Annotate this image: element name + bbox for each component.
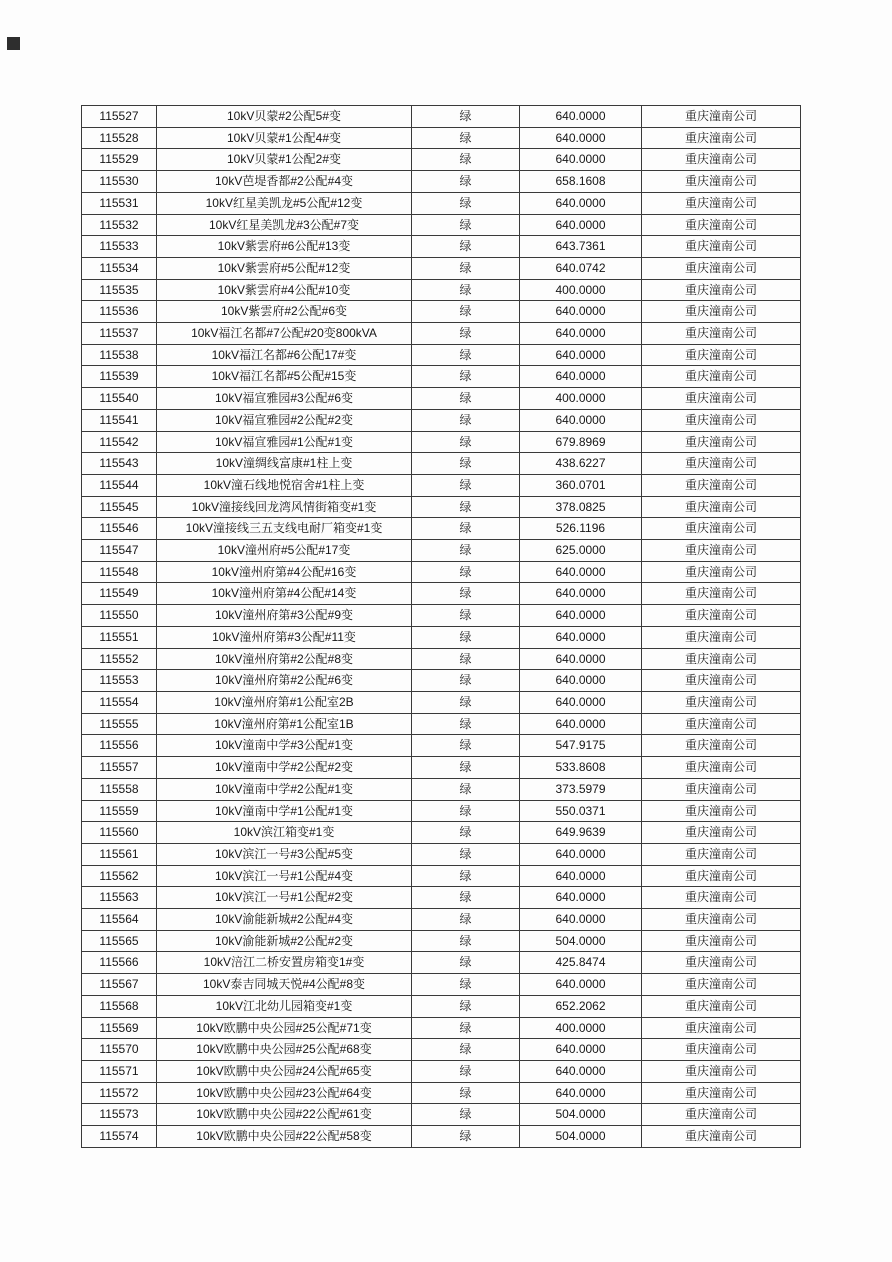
- table-row: [82, 344, 801, 366]
- company-cell: 重庆潼南公司: [642, 106, 801, 128]
- capacity-value-cell: 504.0000: [520, 1126, 642, 1148]
- table-row: [82, 106, 801, 128]
- device-name-cell: 10kV紫雲府#5公配#12变: [157, 257, 412, 279]
- table-row: [82, 540, 801, 562]
- company-cell: 重庆潼南公司: [642, 930, 801, 952]
- device-name-cell: 10kV福江名都#5公配#15变: [157, 366, 412, 388]
- capacity-value-cell: 640.0000: [520, 149, 642, 171]
- table-row: [82, 1104, 801, 1126]
- data-table-container: [81, 105, 801, 1148]
- status-cell: 绿: [412, 149, 520, 171]
- status-cell: 绿: [412, 648, 520, 670]
- company-cell: 重庆潼南公司: [642, 540, 801, 562]
- table-row: [82, 800, 801, 822]
- table-row: [82, 974, 801, 996]
- capacity-value-cell: 504.0000: [520, 1104, 642, 1126]
- table-body: [82, 106, 801, 1148]
- row-id-cell: 115553: [82, 670, 157, 692]
- capacity-value-cell: 640.0000: [520, 561, 642, 583]
- status-cell: 绿: [412, 778, 520, 800]
- row-id-cell: 115570: [82, 1039, 157, 1061]
- table-row: [82, 453, 801, 475]
- device-name-cell: 10kV潼州府第#2公配#6变: [157, 670, 412, 692]
- device-name-cell: 10kV潼州府第#4公配#14变: [157, 583, 412, 605]
- row-id-cell: 115528: [82, 127, 157, 149]
- company-cell: 重庆潼南公司: [642, 843, 801, 865]
- capacity-value-cell: 438.6227: [520, 453, 642, 475]
- device-name-cell: 10kV潼州府第#1公配室2B: [157, 691, 412, 713]
- company-cell: 重庆潼南公司: [642, 1039, 801, 1061]
- capacity-value-cell: 640.0742: [520, 257, 642, 279]
- status-cell: 绿: [412, 670, 520, 692]
- company-cell: 重庆潼南公司: [642, 474, 801, 496]
- table-row: [82, 822, 801, 844]
- row-id-cell: 115567: [82, 974, 157, 996]
- company-cell: 重庆潼南公司: [642, 149, 801, 171]
- device-name-cell: 10kV芭堤香都#2公配#4变: [157, 171, 412, 193]
- row-id-cell: 115538: [82, 344, 157, 366]
- capacity-value-cell: 640.0000: [520, 691, 642, 713]
- device-name-cell: 10kV滨江一号#1公配#2变: [157, 887, 412, 909]
- capacity-value-cell: 640.0000: [520, 648, 642, 670]
- company-cell: 重庆潼南公司: [642, 822, 801, 844]
- table-row: [82, 236, 801, 258]
- company-cell: 重庆潼南公司: [642, 279, 801, 301]
- company-cell: 重庆潼南公司: [642, 214, 801, 236]
- table-row: [82, 995, 801, 1017]
- capacity-value-cell: 550.0371: [520, 800, 642, 822]
- device-name-cell: 10kV福江名都#7公配#20变800kVA: [157, 323, 412, 345]
- capacity-value-cell: 640.0000: [520, 106, 642, 128]
- row-id-cell: 115557: [82, 757, 157, 779]
- table-row: [82, 648, 801, 670]
- device-name-cell: 10kV紫雲府#6公配#13变: [157, 236, 412, 258]
- device-name-cell: 10kV潼接线三五支线电耐厂箱变#1变: [157, 518, 412, 540]
- company-cell: 重庆潼南公司: [642, 344, 801, 366]
- corner-artifact: [7, 37, 20, 50]
- capacity-value-cell: 640.0000: [520, 843, 642, 865]
- row-id-cell: 115548: [82, 561, 157, 583]
- row-id-cell: 115560: [82, 822, 157, 844]
- row-id-cell: 115561: [82, 843, 157, 865]
- status-cell: 绿: [412, 1039, 520, 1061]
- device-name-cell: 10kV红星美凯龙#5公配#12变: [157, 192, 412, 214]
- table-row: [82, 952, 801, 974]
- status-cell: 绿: [412, 561, 520, 583]
- status-cell: 绿: [412, 453, 520, 475]
- capacity-value-cell: 640.0000: [520, 670, 642, 692]
- device-name-cell: 10kV渝能新城#2公配#4变: [157, 909, 412, 931]
- capacity-value-cell: 640.0000: [520, 409, 642, 431]
- row-id-cell: 115532: [82, 214, 157, 236]
- capacity-value-cell: 425.8474: [520, 952, 642, 974]
- company-cell: 重庆潼南公司: [642, 1060, 801, 1082]
- capacity-value-cell: 400.0000: [520, 1017, 642, 1039]
- table-row: [82, 713, 801, 735]
- status-cell: 绿: [412, 1060, 520, 1082]
- device-name-cell: 10kV福宣雅园#2公配#2变: [157, 409, 412, 431]
- table-row: [82, 518, 801, 540]
- data-table: [81, 105, 801, 1148]
- status-cell: 绿: [412, 1104, 520, 1126]
- capacity-value-cell: 640.0000: [520, 301, 642, 323]
- device-name-cell: 10kV贝蒙#2公配5#变: [157, 106, 412, 128]
- company-cell: 重庆潼南公司: [642, 1104, 801, 1126]
- table-row: [82, 691, 801, 713]
- table-row: [82, 757, 801, 779]
- row-id-cell: 115566: [82, 952, 157, 974]
- row-id-cell: 115564: [82, 909, 157, 931]
- table-row: [82, 670, 801, 692]
- company-cell: 重庆潼南公司: [642, 431, 801, 453]
- capacity-value-cell: 378.0825: [520, 496, 642, 518]
- row-id-cell: 115539: [82, 366, 157, 388]
- device-name-cell: 10kV紫雲府#2公配#6变: [157, 301, 412, 323]
- company-cell: 重庆潼南公司: [642, 626, 801, 648]
- status-cell: 绿: [412, 127, 520, 149]
- capacity-value-cell: 640.0000: [520, 583, 642, 605]
- status-cell: 绿: [412, 605, 520, 627]
- device-name-cell: 10kV福宣雅园#1公配#1变: [157, 431, 412, 453]
- row-id-cell: 115547: [82, 540, 157, 562]
- device-name-cell: 10kV欧鹏中央公园#22公配#61变: [157, 1104, 412, 1126]
- company-cell: 重庆潼南公司: [642, 518, 801, 540]
- status-cell: 绿: [412, 1126, 520, 1148]
- status-cell: 绿: [412, 952, 520, 974]
- capacity-value-cell: 658.1608: [520, 171, 642, 193]
- capacity-value-cell: 400.0000: [520, 388, 642, 410]
- row-id-cell: 115541: [82, 409, 157, 431]
- table-row: [82, 887, 801, 909]
- company-cell: 重庆潼南公司: [642, 236, 801, 258]
- table-row: [82, 366, 801, 388]
- capacity-value-cell: 400.0000: [520, 279, 642, 301]
- row-id-cell: 115545: [82, 496, 157, 518]
- device-name-cell: 10kV潼石线地悦宿舍#1柱上变: [157, 474, 412, 496]
- row-id-cell: 115543: [82, 453, 157, 475]
- company-cell: 重庆潼南公司: [642, 735, 801, 757]
- status-cell: 绿: [412, 323, 520, 345]
- company-cell: 重庆潼南公司: [642, 453, 801, 475]
- device-name-cell: 10kV潼州府第#2公配#8变: [157, 648, 412, 670]
- table-row: [82, 171, 801, 193]
- device-name-cell: 10kV江北幼儿园箱变#1变: [157, 995, 412, 1017]
- table-row: [82, 583, 801, 605]
- status-cell: 绿: [412, 1082, 520, 1104]
- row-id-cell: 115542: [82, 431, 157, 453]
- row-id-cell: 115534: [82, 257, 157, 279]
- table-row: [82, 192, 801, 214]
- capacity-value-cell: 373.5979: [520, 778, 642, 800]
- company-cell: 重庆潼南公司: [642, 778, 801, 800]
- table-row: [82, 1017, 801, 1039]
- company-cell: 重庆潼南公司: [642, 257, 801, 279]
- status-cell: 绿: [412, 735, 520, 757]
- row-id-cell: 115544: [82, 474, 157, 496]
- capacity-value-cell: 640.0000: [520, 605, 642, 627]
- status-cell: 绿: [412, 236, 520, 258]
- table-row: [82, 843, 801, 865]
- status-cell: 绿: [412, 279, 520, 301]
- device-name-cell: 10kV潼南中学#2公配#1变: [157, 778, 412, 800]
- status-cell: 绿: [412, 366, 520, 388]
- status-cell: 绿: [412, 474, 520, 496]
- status-cell: 绿: [412, 691, 520, 713]
- row-id-cell: 115540: [82, 388, 157, 410]
- device-name-cell: 10kV潼南中学#3公配#1变: [157, 735, 412, 757]
- capacity-value-cell: 640.0000: [520, 865, 642, 887]
- company-cell: 重庆潼南公司: [642, 1082, 801, 1104]
- status-cell: 绿: [412, 843, 520, 865]
- status-cell: 绿: [412, 301, 520, 323]
- row-id-cell: 115535: [82, 279, 157, 301]
- status-cell: 绿: [412, 887, 520, 909]
- device-name-cell: 10kV潼州府第#4公配#16变: [157, 561, 412, 583]
- capacity-value-cell: 533.8608: [520, 757, 642, 779]
- company-cell: 重庆潼南公司: [642, 561, 801, 583]
- device-name-cell: 10kV潼绸线富康#1柱上变: [157, 453, 412, 475]
- table-row: [82, 474, 801, 496]
- company-cell: 重庆潼南公司: [642, 301, 801, 323]
- capacity-value-cell: 643.7361: [520, 236, 642, 258]
- table-row: [82, 930, 801, 952]
- capacity-value-cell: 640.0000: [520, 887, 642, 909]
- row-id-cell: 115536: [82, 301, 157, 323]
- company-cell: 重庆潼南公司: [642, 1126, 801, 1148]
- table-row: [82, 149, 801, 171]
- row-id-cell: 115530: [82, 171, 157, 193]
- row-id-cell: 115563: [82, 887, 157, 909]
- table-row: [82, 323, 801, 345]
- company-cell: 重庆潼南公司: [642, 995, 801, 1017]
- capacity-value-cell: 652.2062: [520, 995, 642, 1017]
- capacity-value-cell: 360.0701: [520, 474, 642, 496]
- capacity-value-cell: 640.0000: [520, 344, 642, 366]
- table-row: [82, 409, 801, 431]
- company-cell: 重庆潼南公司: [642, 952, 801, 974]
- device-name-cell: 10kV潼州府第#1公配室1B: [157, 713, 412, 735]
- status-cell: 绿: [412, 583, 520, 605]
- row-id-cell: 115565: [82, 930, 157, 952]
- capacity-value-cell: 625.0000: [520, 540, 642, 562]
- company-cell: 重庆潼南公司: [642, 865, 801, 887]
- table-row: [82, 735, 801, 757]
- row-id-cell: 115533: [82, 236, 157, 258]
- company-cell: 重庆潼南公司: [642, 648, 801, 670]
- status-cell: 绿: [412, 192, 520, 214]
- capacity-value-cell: 640.0000: [520, 626, 642, 648]
- status-cell: 绿: [412, 214, 520, 236]
- device-name-cell: 10kV潼州府第#3公配#11变: [157, 626, 412, 648]
- row-id-cell: 115555: [82, 713, 157, 735]
- device-name-cell: 10kV贝蒙#1公配2#变: [157, 149, 412, 171]
- table-row: [82, 496, 801, 518]
- capacity-value-cell: 640.0000: [520, 1060, 642, 1082]
- device-name-cell: 10kV潼南中学#1公配#1变: [157, 800, 412, 822]
- table-row: [82, 1082, 801, 1104]
- row-id-cell: 115572: [82, 1082, 157, 1104]
- capacity-value-cell: 679.8969: [520, 431, 642, 453]
- capacity-value-cell: 640.0000: [520, 366, 642, 388]
- company-cell: 重庆潼南公司: [642, 887, 801, 909]
- row-id-cell: 115552: [82, 648, 157, 670]
- company-cell: 重庆潼南公司: [642, 909, 801, 931]
- status-cell: 绿: [412, 518, 520, 540]
- company-cell: 重庆潼南公司: [642, 691, 801, 713]
- capacity-value-cell: 640.0000: [520, 192, 642, 214]
- table-row: [82, 561, 801, 583]
- table-row: [82, 865, 801, 887]
- device-name-cell: 10kV潼州府第#3公配#9变: [157, 605, 412, 627]
- capacity-value-cell: 640.0000: [520, 127, 642, 149]
- device-name-cell: 10kV欧鹏中央公园#25公配#71变: [157, 1017, 412, 1039]
- company-cell: 重庆潼南公司: [642, 605, 801, 627]
- device-name-cell: 10kV欧鹏中央公园#25公配#68变: [157, 1039, 412, 1061]
- device-name-cell: 10kV滨江一号#1公配#4变: [157, 865, 412, 887]
- row-id-cell: 115531: [82, 192, 157, 214]
- status-cell: 绿: [412, 171, 520, 193]
- status-cell: 绿: [412, 388, 520, 410]
- status-cell: 绿: [412, 995, 520, 1017]
- table-row: [82, 127, 801, 149]
- status-cell: 绿: [412, 431, 520, 453]
- device-name-cell: 10kV红星美凯龙#3公配#7变: [157, 214, 412, 236]
- status-cell: 绿: [412, 344, 520, 366]
- capacity-value-cell: 649.9639: [520, 822, 642, 844]
- device-name-cell: 10kV潼接线回龙湾风情街箱变#1变: [157, 496, 412, 518]
- row-id-cell: 115569: [82, 1017, 157, 1039]
- table-row: [82, 626, 801, 648]
- company-cell: 重庆潼南公司: [642, 171, 801, 193]
- capacity-value-cell: 640.0000: [520, 214, 642, 236]
- table-row: [82, 605, 801, 627]
- status-cell: 绿: [412, 540, 520, 562]
- company-cell: 重庆潼南公司: [642, 583, 801, 605]
- table-row: [82, 431, 801, 453]
- row-id-cell: 115568: [82, 995, 157, 1017]
- row-id-cell: 115571: [82, 1060, 157, 1082]
- company-cell: 重庆潼南公司: [642, 323, 801, 345]
- company-cell: 重庆潼南公司: [642, 388, 801, 410]
- device-name-cell: 10kV紫雲府#4公配#10变: [157, 279, 412, 301]
- company-cell: 重庆潼南公司: [642, 496, 801, 518]
- capacity-value-cell: 640.0000: [520, 323, 642, 345]
- device-name-cell: 10kV渝能新城#2公配#2变: [157, 930, 412, 952]
- capacity-value-cell: 640.0000: [520, 713, 642, 735]
- capacity-value-cell: 640.0000: [520, 1082, 642, 1104]
- device-name-cell: 10kV涪江二桥安置房箱变1#变: [157, 952, 412, 974]
- device-name-cell: 10kV贝蒙#1公配4#变: [157, 127, 412, 149]
- device-name-cell: 10kV滨江一号#3公配#5变: [157, 843, 412, 865]
- status-cell: 绿: [412, 409, 520, 431]
- row-id-cell: 115550: [82, 605, 157, 627]
- capacity-value-cell: 640.0000: [520, 974, 642, 996]
- status-cell: 绿: [412, 974, 520, 996]
- status-cell: 绿: [412, 757, 520, 779]
- company-cell: 重庆潼南公司: [642, 192, 801, 214]
- status-cell: 绿: [412, 822, 520, 844]
- company-cell: 重庆潼南公司: [642, 713, 801, 735]
- table-row: [82, 279, 801, 301]
- table-row: [82, 388, 801, 410]
- row-id-cell: 115527: [82, 106, 157, 128]
- capacity-value-cell: 640.0000: [520, 1039, 642, 1061]
- status-cell: 绿: [412, 1017, 520, 1039]
- capacity-value-cell: 526.1196: [520, 518, 642, 540]
- device-name-cell: 10kV欧鹏中央公园#24公配#65变: [157, 1060, 412, 1082]
- row-id-cell: 115574: [82, 1126, 157, 1148]
- device-name-cell: 10kV潼州府#5公配#17变: [157, 540, 412, 562]
- device-name-cell: 10kV欧鹏中央公园#22公配#58变: [157, 1126, 412, 1148]
- status-cell: 绿: [412, 713, 520, 735]
- row-id-cell: 115573: [82, 1104, 157, 1126]
- company-cell: 重庆潼南公司: [642, 409, 801, 431]
- device-name-cell: 10kV福江名都#6公配17#变: [157, 344, 412, 366]
- table-row: [82, 1039, 801, 1061]
- row-id-cell: 115549: [82, 583, 157, 605]
- row-id-cell: 115558: [82, 778, 157, 800]
- table-row: [82, 909, 801, 931]
- table-row: [82, 257, 801, 279]
- row-id-cell: 115562: [82, 865, 157, 887]
- status-cell: 绿: [412, 106, 520, 128]
- status-cell: 绿: [412, 496, 520, 518]
- row-id-cell: 115529: [82, 149, 157, 171]
- device-name-cell: 10kV滨江箱变#1变: [157, 822, 412, 844]
- table-row: [82, 778, 801, 800]
- row-id-cell: 115559: [82, 800, 157, 822]
- capacity-value-cell: 640.0000: [520, 909, 642, 931]
- company-cell: 重庆潼南公司: [642, 974, 801, 996]
- row-id-cell: 115551: [82, 626, 157, 648]
- capacity-value-cell: 504.0000: [520, 930, 642, 952]
- company-cell: 重庆潼南公司: [642, 366, 801, 388]
- company-cell: 重庆潼南公司: [642, 1017, 801, 1039]
- device-name-cell: 10kV欧鹏中央公园#23公配#64变: [157, 1082, 412, 1104]
- device-name-cell: 10kV福宣雅园#3公配#6变: [157, 388, 412, 410]
- status-cell: 绿: [412, 909, 520, 931]
- device-name-cell: 10kV潼南中学#2公配#2变: [157, 757, 412, 779]
- capacity-value-cell: 547.9175: [520, 735, 642, 757]
- device-name-cell: 10kV泰吉同城天悦#4公配#8变: [157, 974, 412, 996]
- table-row: [82, 214, 801, 236]
- status-cell: 绿: [412, 626, 520, 648]
- status-cell: 绿: [412, 257, 520, 279]
- company-cell: 重庆潼南公司: [642, 800, 801, 822]
- status-cell: 绿: [412, 930, 520, 952]
- company-cell: 重庆潼南公司: [642, 670, 801, 692]
- row-id-cell: 115556: [82, 735, 157, 757]
- status-cell: 绿: [412, 865, 520, 887]
- company-cell: 重庆潼南公司: [642, 127, 801, 149]
- row-id-cell: 115554: [82, 691, 157, 713]
- row-id-cell: 115546: [82, 518, 157, 540]
- status-cell: 绿: [412, 800, 520, 822]
- row-id-cell: 115537: [82, 323, 157, 345]
- company-cell: 重庆潼南公司: [642, 757, 801, 779]
- table-row: [82, 1126, 801, 1148]
- table-row: [82, 301, 801, 323]
- table-row: [82, 1060, 801, 1082]
